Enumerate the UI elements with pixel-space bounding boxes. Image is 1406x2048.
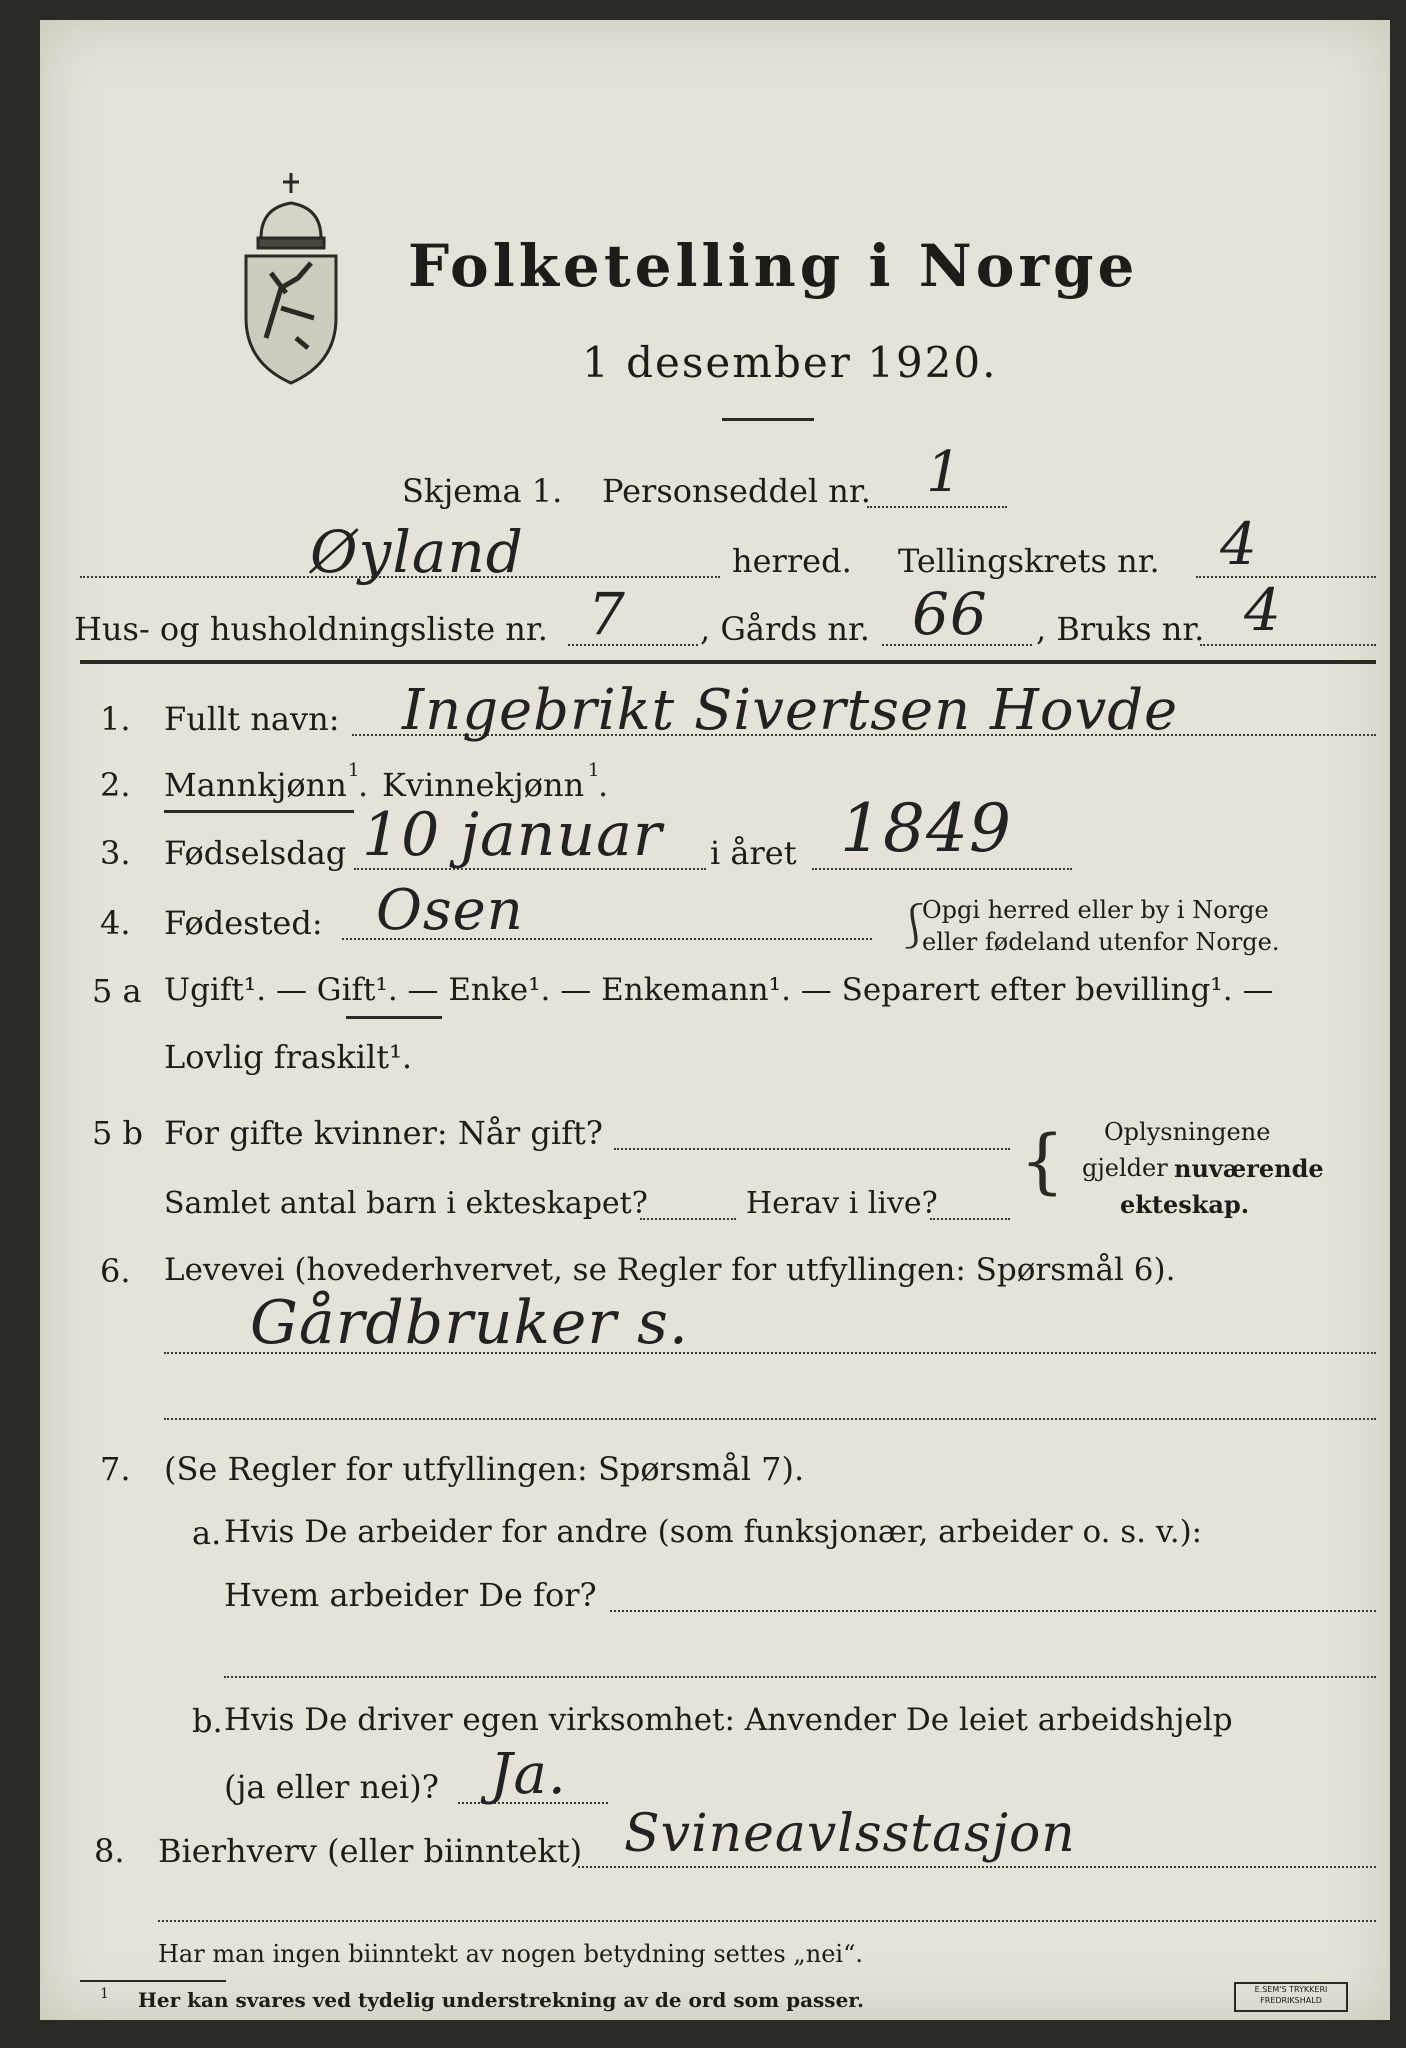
q2-number: 2.: [100, 766, 131, 804]
personseddel-label: Personseddel nr.: [602, 472, 871, 510]
q7b-value[interactable]: Ja.: [490, 1742, 567, 1807]
q7a-line-extra: [224, 1676, 1376, 1678]
skjema-label: Skjema 1.: [402, 472, 563, 510]
q2-male-underline: [164, 810, 354, 813]
q5b-note2b: nuværende: [1174, 1154, 1324, 1183]
census-date: 1 desember 1920.: [582, 338, 998, 387]
form-title: Folketelling i Norge: [408, 232, 1139, 300]
q5b-brace: {: [1020, 1120, 1065, 1202]
q8-label: Bierhverv (eller biinntekt): [158, 1832, 583, 1870]
q5b-alive-label: Herav i live?: [746, 1186, 938, 1221]
q3-year-label: i året: [710, 834, 797, 872]
q2-separator: .: [358, 766, 369, 804]
coat-of-arms-icon: [236, 168, 346, 388]
q5b-children-line: [640, 1218, 736, 1220]
q3-day-value[interactable]: 10 januar: [362, 800, 663, 870]
q2-end: .: [598, 766, 609, 804]
q5a-number: 5 a: [92, 972, 142, 1010]
q1-number: 1.: [100, 700, 131, 738]
q7-label: (Se Regler for utfyllingen: Spørsmål 7).: [164, 1450, 805, 1488]
herred-label: herred.: [732, 542, 852, 580]
q7a-line2: Hvem arbeider De for?: [224, 1576, 597, 1614]
tellingskrets-value[interactable]: 4: [1220, 510, 1258, 578]
q5b-note3: ekteskap.: [1120, 1190, 1250, 1219]
q3-label: Fødselsdag: [164, 834, 347, 872]
q3-year-line: [812, 868, 1072, 870]
herred-value[interactable]: Øyland: [310, 518, 524, 586]
q5a-line2[interactable]: Lovlig fraskilt¹.: [164, 1038, 413, 1076]
q5a-line1[interactable]: Ugift¹. — Gift¹. — Enke¹. — Enkemann¹. — Separert efter bevilling¹. —: [164, 972, 1274, 1008]
q6-label: Levevei (hovederhvervet, se Regler for utfyllingen: Spørsmål 6).: [164, 1252, 1176, 1288]
q2-female[interactable]: Kvinnekjønn: [382, 766, 585, 804]
q4-number: 4.: [100, 904, 131, 942]
q5b-line1: For gifte kvinner: Når gift?: [164, 1114, 603, 1152]
q8-line-extra: [158, 1920, 1376, 1922]
q7b-line1: Hvis De driver egen virksomhet: Anvender De leiet arbeidshjelp: [224, 1702, 1233, 1738]
q7b-letter: b.: [192, 1702, 223, 1740]
q5b-note1: Oplysningene: [1104, 1118, 1271, 1146]
gards-value[interactable]: 66: [912, 580, 988, 648]
q4-brace: ⎰: [892, 901, 936, 952]
q2-male[interactable]: Mannkjønn: [164, 766, 347, 804]
q7b-line2: (ja eller nei)?: [224, 1768, 439, 1806]
q3-year-value[interactable]: 1849: [840, 790, 1012, 867]
q4-note-line1: Opgi herred eller by i Norge: [922, 896, 1269, 924]
q6-number: 6.: [100, 1252, 131, 1290]
census-form: [40, 20, 1390, 2020]
bruks-line: [1200, 644, 1376, 646]
q1-label: Fullt navn:: [164, 700, 340, 738]
printer-stamp: E.SEM'S TRYKKERI FREDRIKSHALD: [1234, 1982, 1348, 2012]
q7a-letter: a.: [192, 1514, 222, 1552]
q7-number: 7.: [100, 1450, 131, 1488]
bruks-label: , Bruks nr.: [1036, 610, 1205, 648]
q6-line2: [164, 1418, 1376, 1420]
title-divider: [722, 418, 814, 421]
q7a-line: [610, 1610, 1376, 1612]
q8-number: 8.: [94, 1832, 125, 1870]
q6-value[interactable]: Gårdbruker s.: [250, 1288, 690, 1358]
husliste-label: Hus- og husholdningsliste nr.: [74, 610, 548, 648]
q5a-gift-underline: [346, 1016, 442, 1019]
gards-label: , Gårds nr.: [700, 610, 870, 648]
footer-note: Har man ingen biinntekt av nogen betydning settes „nei“.: [158, 1940, 863, 1968]
footnote-mark: 1: [100, 1986, 109, 2002]
q2-male-sup: 1: [348, 760, 360, 781]
q3-number: 3.: [100, 834, 131, 872]
footnote-text: Her kan svares ved tydelig understrekning av de ord som passer.: [138, 1988, 864, 2012]
q5b-note2a: gjelder: [1082, 1154, 1168, 1182]
q8-line: [578, 1866, 1376, 1868]
husliste-value[interactable]: 7: [588, 580, 626, 648]
personseddel-line: [867, 506, 1007, 508]
q5b-children-label: Samlet antal barn i ekteskapet?: [164, 1186, 648, 1221]
q4-note-line2: eller fødeland utenfor Norge.: [922, 928, 1280, 956]
q5b-married-line: [614, 1148, 1010, 1150]
q4-value[interactable]: Osen: [376, 878, 524, 943]
q5b-alive-line: [930, 1218, 1010, 1220]
q8-value[interactable]: Svineavlsstasjon: [624, 1804, 1076, 1864]
header-divider: [80, 660, 1376, 664]
q1-value[interactable]: Ingebrikt Sivertsen Hovde: [402, 678, 1179, 743]
q5b-number: 5 b: [92, 1114, 144, 1152]
tellingskrets-label: Tellingskrets nr.: [898, 542, 1160, 580]
personseddel-value[interactable]: 1: [926, 440, 963, 505]
q2-female-sup: 1: [588, 760, 600, 781]
bruks-value[interactable]: 4: [1244, 576, 1282, 644]
footnote-divider: [80, 1980, 226, 1982]
q4-label: Fødested:: [164, 904, 323, 942]
q7a-line1: Hvis De arbeider for andre (som funksjonær, arbeider o. s. v.):: [224, 1514, 1203, 1550]
